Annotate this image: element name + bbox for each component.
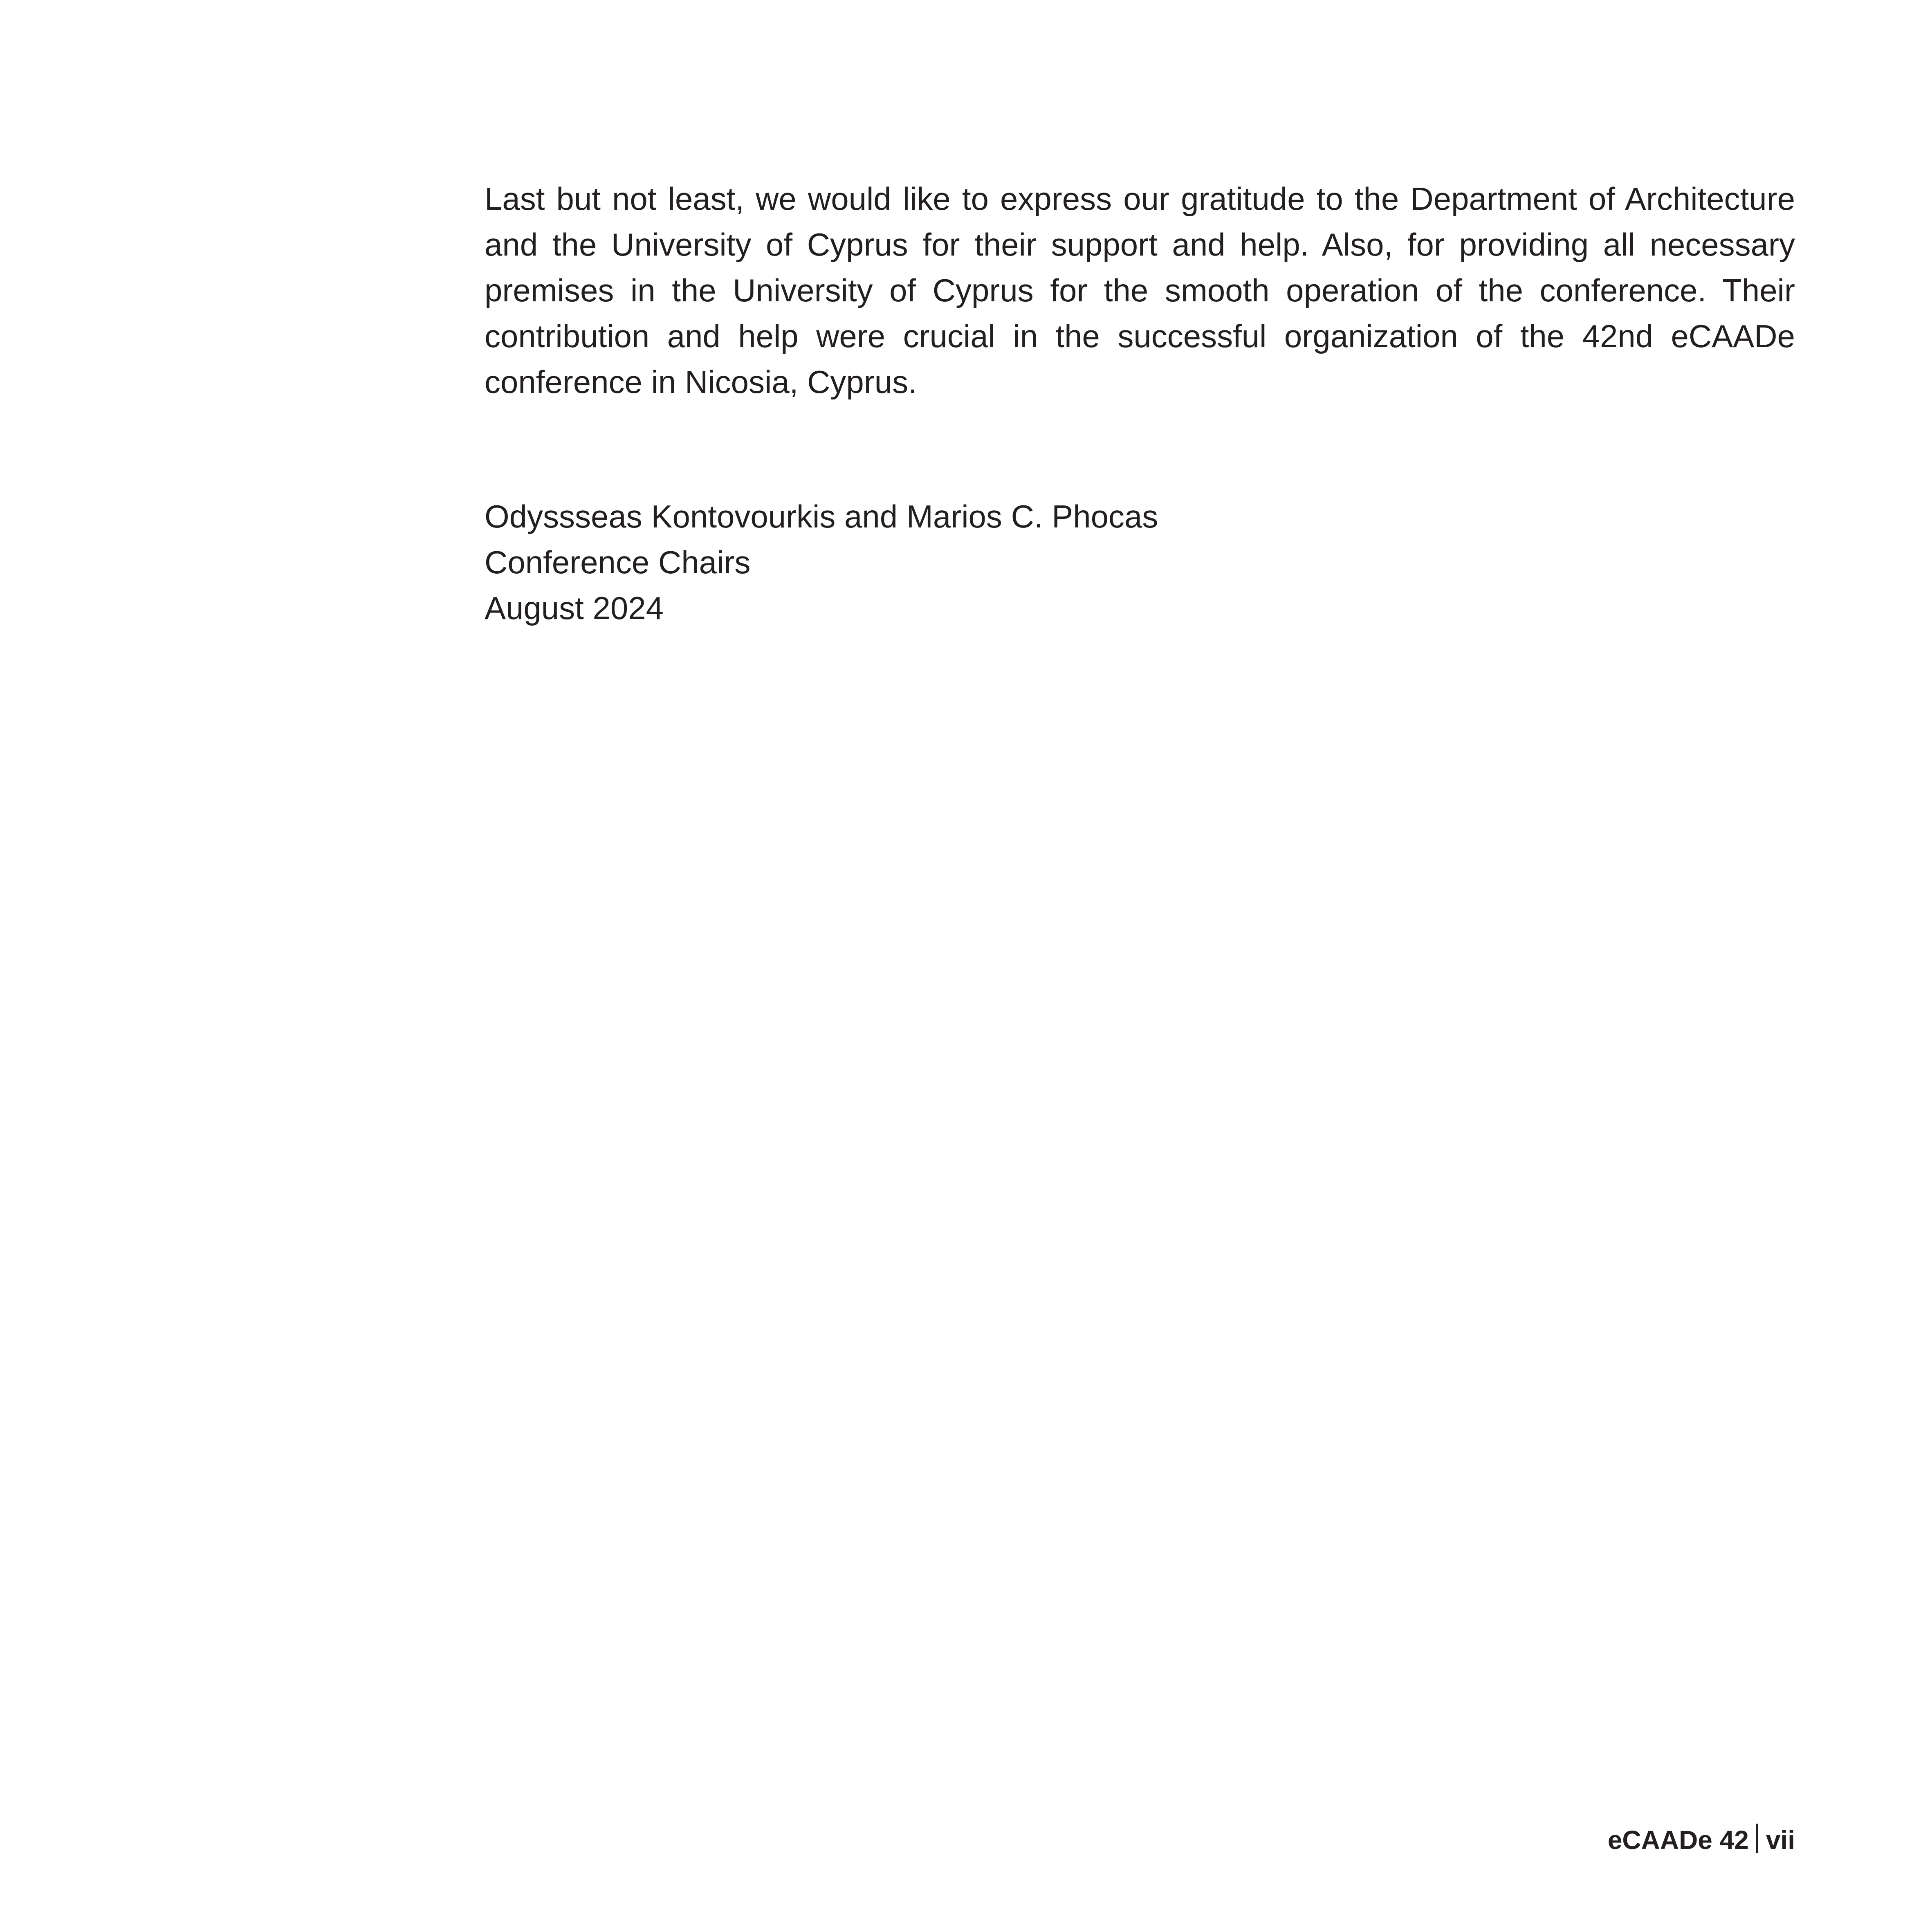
signature-role: Conference Chairs: [485, 544, 751, 580]
footer-page-number: vii: [1766, 1825, 1795, 1855]
footer-publication: eCAADe 42: [1607, 1825, 1749, 1855]
footer-divider: [1756, 1824, 1758, 1853]
signature-names: Odyssseas Kontovourkis and Marios C. Phocas: [485, 498, 1158, 534]
signature-date: August 2024: [485, 590, 664, 626]
main-text-block: [485, 176, 1795, 405]
page-footer: [1608, 1822, 1795, 1858]
signature-block: [485, 494, 1795, 631]
body-paragraph: Last but not least, we would like to express our gratitude to the Department of Architecture and the University of Cyprus for their support and help. Also, for providing all necessary premises in the University of Cyprus for the smooth operation of the conference. Their contribution and help were crucial in the successful organization of the 42nd eCAADe conference in Nicosia, Cyprus.: [485, 181, 1795, 400]
